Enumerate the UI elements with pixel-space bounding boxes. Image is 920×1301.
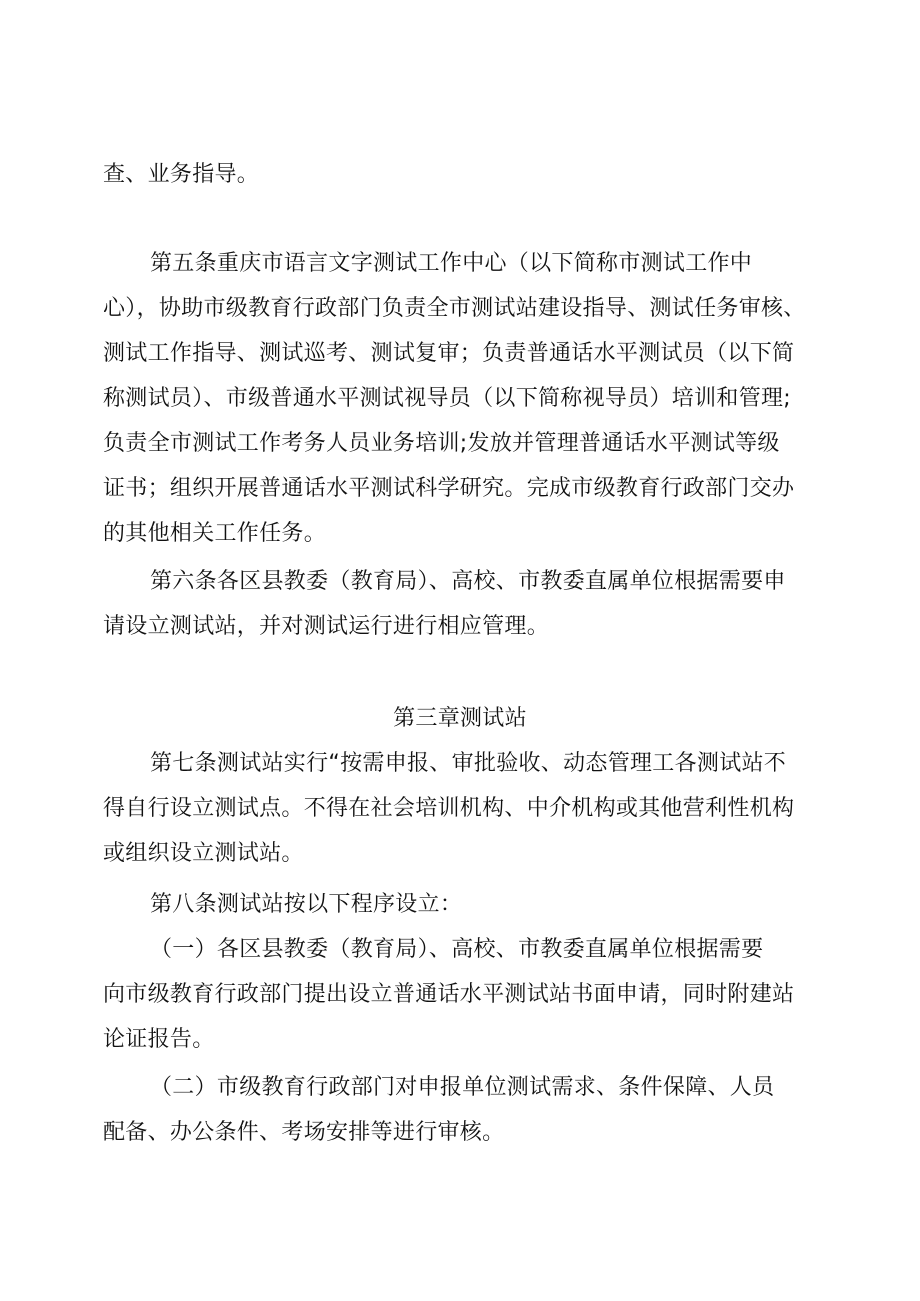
paragraph-line: 证书；组织开展普通话水平测试科学研究。完成市级教育行政部门交办 (103, 476, 795, 501)
paragraph-line: 第五条重庆市语言文字测试工作中心（以下简称市测试工作中 (150, 251, 753, 276)
paragraph-line: 向市级教育行政部门提出设立普通话水平测试站书面申请，同时附建站 (103, 982, 795, 1007)
paragraph-line: 心），协助市级教育行政部门负责全市测试站建设指导、测试任务审核、 (103, 296, 806, 321)
paragraph-line: 负责全市测试工作考务人员业务培训;发放并管理普通话水平测试等级 (103, 431, 780, 456)
paragraph-line: 配备、办公条件、考场安排等进行审核。 (103, 1120, 505, 1145)
paragraph-line: 请设立测试站，并对测试运行进行相应管理。 (103, 614, 550, 639)
paragraph-line: 第七条测试站实行“按需申报、审批验收、动态管理工各测试站不 (150, 751, 787, 776)
paragraph-line: 查、业务指导。 (103, 162, 260, 187)
paragraph-line: （一）各区县教委（教育局）、高校、市教委直属单位根据需要 (150, 937, 764, 962)
paragraph-line: 第六条各区县教委（教育局）、高校、市教委直属单位根据需要申 (150, 569, 786, 594)
paragraph-line: 的其他相关工作任务。 (103, 521, 327, 546)
chapter-heading: 第三章测试站 (393, 706, 527, 731)
paragraph-line: 得自行设立测试点。不得在社会培训机构、中介机构或其他营利性机构 (103, 796, 795, 821)
paragraph-line: 称测试员）、市级普通水平测试视导员（以下简称视导员）培训和管理; (103, 386, 792, 411)
paragraph-line: 或组织设立测试站。 (103, 841, 304, 866)
paragraph-line: （二）市级教育行政部门对申报单位测试需求、条件保障、人员 (150, 1075, 775, 1100)
paragraph-line: 论证报告。 (103, 1027, 215, 1052)
paragraph-line: 测试工作指导、测试巡考、测试复审；负责普通话水平测试员（以下简 (103, 341, 795, 366)
paragraph-line: 第八条测试站按以下程序设立： (150, 892, 463, 917)
